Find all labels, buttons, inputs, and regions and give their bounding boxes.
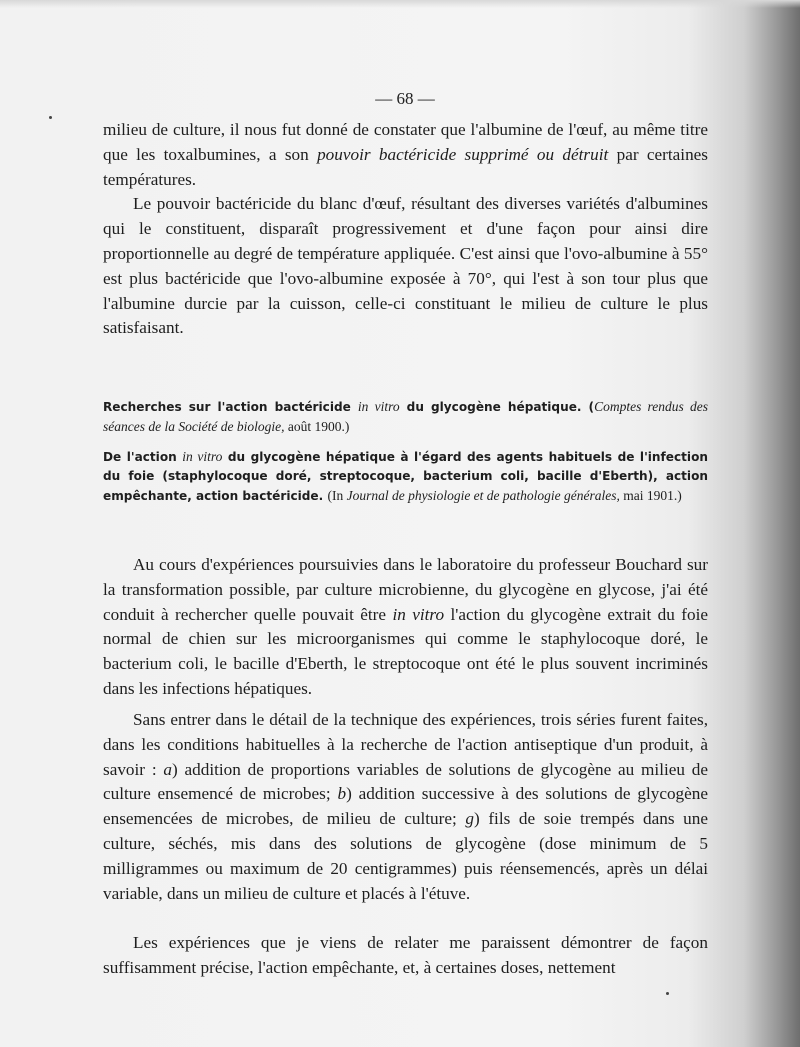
paragraph-technique: Sans entrer dans le détail de la technique des expériences, trois séries furent faites, dans les conditions habituelles à la recherche de l'action antiseptique d'un produit, à savoir : a) addition de proportions variables de solutions de glycogène au milieu de culture ensemencé de microbes; b) addition successive à des solutions de glycogène ensemencées de microbes, de milieu de culture; g) fils de soie trempés dans une culture, séchés, mis dans des solutions de glycogène (dose minimum de 5 milligrammes ou maximum de 20 centigrammes) puis réensemencés, après un délai variable, dans un milieu de culture et placés à l'étuve. <box>103 710 708 903</box>
reference-entry-2: De l'action in vitro du glycogène hépatique à l'égard des agents habituels de l'infection du foie (staphylocoque doré, streptocoque, bacterium coli, bacille d'Eberth), action empêchante, action bactéricide. (In Journal de physiologie et de pathologie générales, mai 1901.) <box>103 449 709 503</box>
text-block-conclusion <box>103 931 708 981</box>
text-block-intro <box>103 118 708 341</box>
paragraph-egg-white: Le pouvoir bactéricide du blanc d'œuf, résultant des diverses variétés d'albumines qui le constituent, disparaît progressivement et d'une façon pour ainsi dire proportionnelle au degré de température appliquée. C'est ainsi que l'ovo-albumine à 55° est plus bactéricide que l'ovo-albumine exposée à 70°, qui l'est à son tour plus que l'albumine durcie par la cuisson, celle-ci constituant le milieu de culture le plus satisfaisant. <box>103 194 708 338</box>
emphasis-text: in vitro <box>392 604 445 624</box>
page-top-shadow <box>0 0 800 8</box>
text-block-technique <box>103 708 708 906</box>
text-block-experiments <box>103 553 708 702</box>
paragraph-continuation: milieu de culture, il nous fut donné de constater que l'albumine de l'œuf, au même titre que les toxalbumines, a son pouvoir bactéricide supprimé ou détruit par certaines températures. <box>103 120 708 189</box>
reference-entry-1: Recherches sur l'action bactéricide in vitro du glycogène hépatique. (Comptes rendus des séances de la Société de biologie, août 1900.) <box>103 399 709 434</box>
emphasis-text: pouvoir bactéricide supprimé ou détruit <box>317 144 609 164</box>
page-number: — 68 — <box>375 89 435 108</box>
print-speck <box>49 116 52 119</box>
paragraph-conclusion: Les expériences que je viens de relater me paraissent démontrer de façon suffisamment précise, l'action empêchante, et, à certaines doses, nettement <box>103 933 708 977</box>
paragraph-bouchard: Au cours d'expériences poursuivies dans le laboratoire du professeur Bouchard sur la transformation possible, par culture microbienne, du glycogène en glycose, j'ai été conduit à rechercher quelle pouvait être in vitro l'action du glycogène extrait du foie normal de chien sur les microorganismes qui comme le staphylocoque doré, le bacterium coli, le bacille d'Eberth, le streptocoque ont été le plus souvent incriminés dans les infections hépatiques. <box>103 555 708 698</box>
print-speck <box>666 992 669 995</box>
